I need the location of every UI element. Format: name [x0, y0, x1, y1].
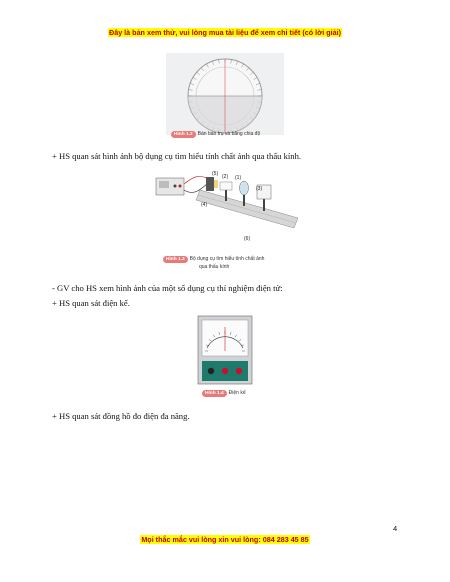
label-6: (6) — [244, 236, 251, 242]
figure-1-4-caption-text: Điện kế — [228, 390, 246, 396]
optical-bench-image — [148, 168, 306, 248]
preview-banner — [0, 28, 450, 37]
protractor-figure — [166, 53, 284, 135]
contact-banner — [0, 535, 450, 544]
figure-1-2-caption — [171, 131, 260, 138]
paragraph-electronic-tools: - GV cho HS xem hình ảnh của một số dụng cụ thí nghiệm điện tử: — [52, 283, 283, 293]
figure-1-2-tag: Hình 1.2 — [171, 131, 196, 138]
figure-1-3-caption-line1: Bộ dụng cụ tìm hiểu tính chất ảnh — [189, 256, 265, 262]
protractor-image — [166, 53, 284, 135]
figure-1-3-tag: Hình 1.3 — [163, 256, 188, 263]
figure-1-3-caption — [163, 256, 264, 263]
label-3: (3) — [256, 186, 263, 192]
page-number: 4 — [393, 524, 398, 533]
contact-banner-text: Mọi thắc mắc vui lòng xin vui lòng: 084 283 45 85 — [141, 535, 309, 544]
paragraph-multimeter: + HS quan sát đồng hồ đo điện đa năng. — [52, 411, 190, 421]
galvanometer-figure — [197, 315, 253, 385]
paragraph-lens-kit: + HS quan sát hình ảnh bộ dụng cụ tìm hiểu tính chất ảnh qua thấu kính. — [52, 151, 302, 161]
preview-banner-text: Đây là bản xem thử, vui lòng mua tài liệu để xem chi tiết (có lời giải) — [109, 28, 341, 37]
label-2: (2) — [222, 174, 229, 180]
label-4: (4) — [201, 202, 208, 208]
paragraph-galvanometer: + HS quan sát điện kế. — [52, 298, 130, 308]
figure-1-2-caption-text: Bán bán trụ và bảng chia độ — [197, 131, 261, 137]
optical-bench-figure — [148, 168, 306, 248]
figure-1-4-caption — [202, 390, 246, 397]
label-1: (1) — [235, 175, 242, 181]
label-5: (5) — [212, 171, 219, 177]
figure-1-3-caption-line2: qua thấu kính — [199, 264, 230, 270]
figure-1-4-tag: Hình 1.4 — [202, 390, 227, 397]
galvanometer-image — [197, 315, 253, 385]
